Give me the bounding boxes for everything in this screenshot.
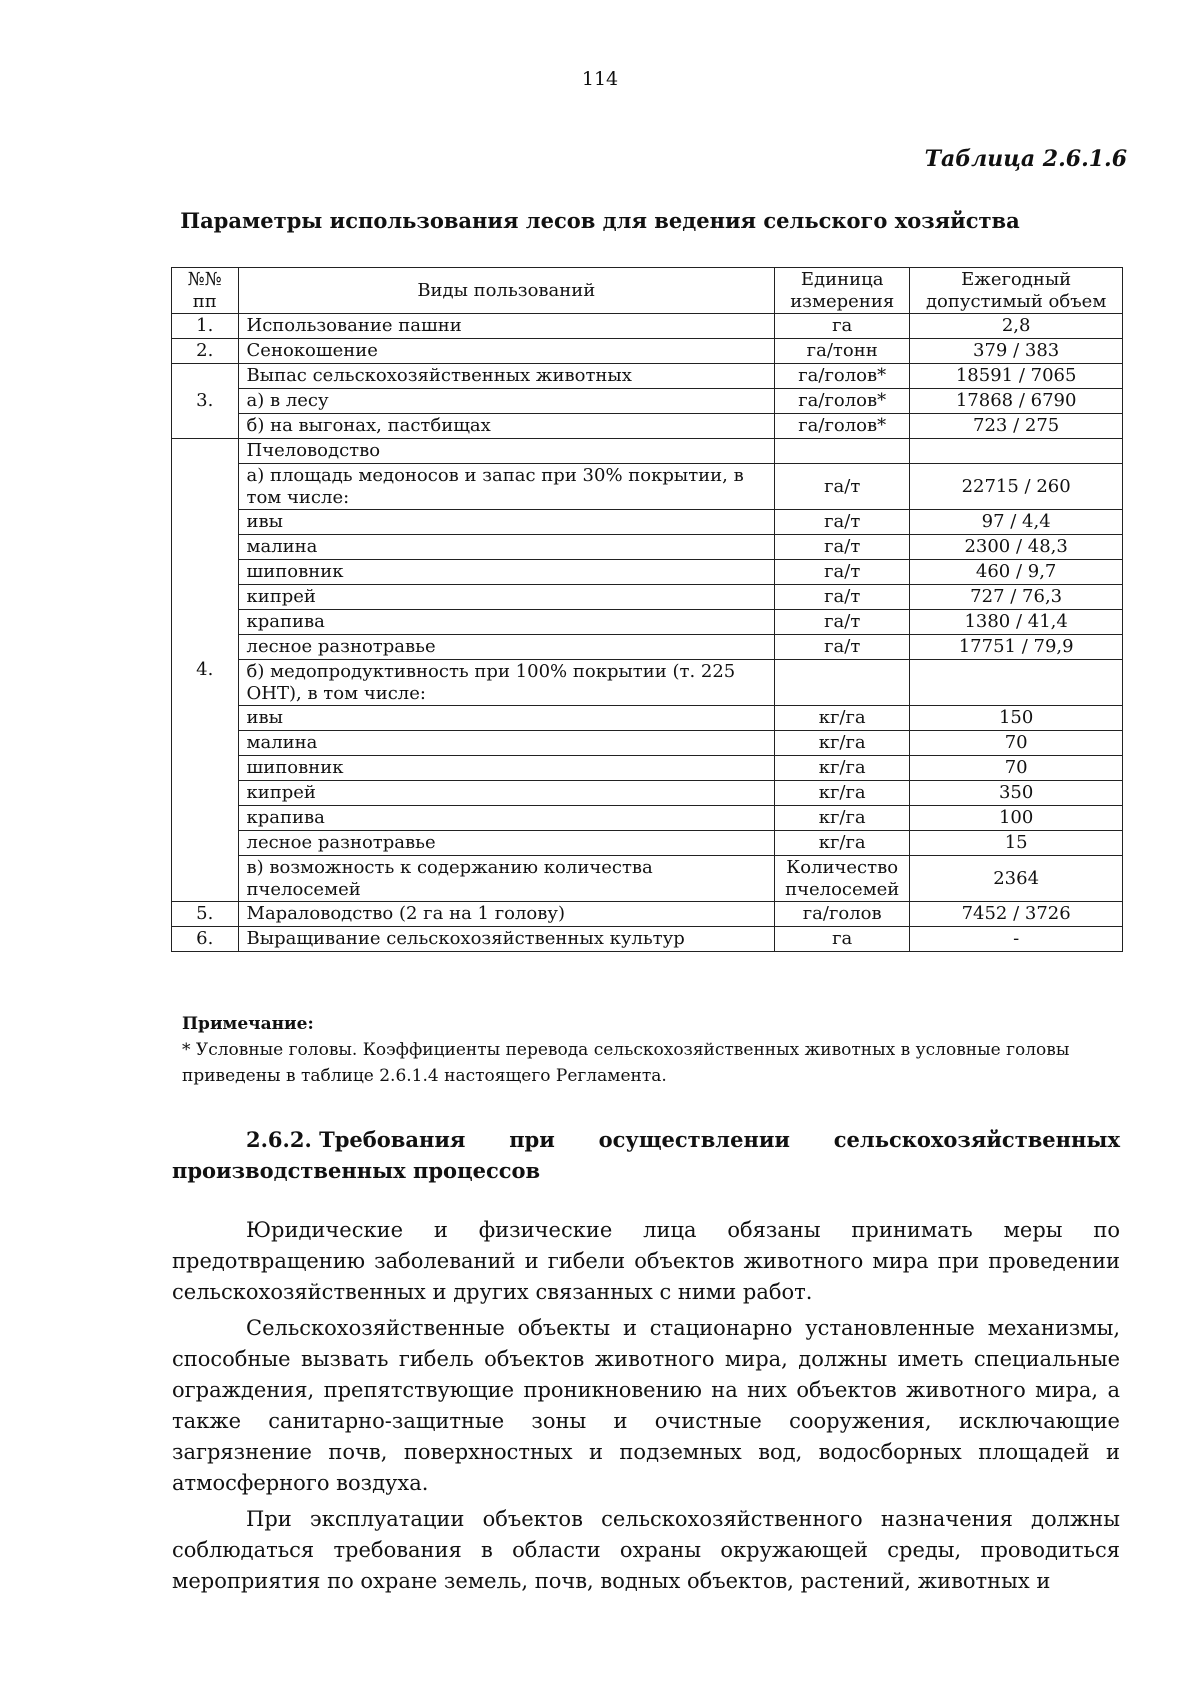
table-row [172, 585, 1123, 610]
row-volume: 15 [910, 831, 1123, 856]
row-name: кипрей [238, 781, 775, 806]
row-unit: га/т [775, 635, 910, 660]
heading-word: при [509, 1127, 555, 1152]
row-number: 5. [172, 902, 239, 927]
row-number: 3. [172, 364, 239, 439]
row-name: кипрей [238, 585, 775, 610]
row-unit: га [775, 314, 910, 339]
row-name: Сенокошение [238, 339, 775, 364]
row-volume: 460 / 9,7 [910, 560, 1123, 585]
body-text [172, 1215, 1120, 1602]
row-name: шиповник [238, 560, 775, 585]
row-unit: га/голов* [775, 364, 910, 389]
row-unit: кг/га [775, 731, 910, 756]
heading-word: 2.6.2. Требования [246, 1127, 466, 1152]
row-name: малина [238, 535, 775, 560]
row-volume: 150 [910, 706, 1123, 731]
table-row [172, 364, 1123, 389]
page-number: 114 [581, 68, 619, 90]
row-number: 6. [172, 927, 239, 952]
row-unit: га/т [775, 585, 910, 610]
table-row [172, 535, 1123, 560]
table-row [172, 781, 1123, 806]
row-name: крапива [238, 806, 775, 831]
row-unit [775, 439, 910, 464]
row-name: лесное разнотравье [238, 635, 775, 660]
forest-usage-table [171, 267, 1123, 952]
row-name: Выращивание сельскохозяйственных культур [238, 927, 775, 952]
row-name: б) медопродуктивность при 100% покрытии (т. 225 ОНТ), в том числе: [238, 660, 775, 706]
paragraph: Юридические и физические лица обязаны принимать меры по предотвращению заболеваний и гибели объектов животного мира при проведении сельскохозяйственных и других связанных с ними работ. [172, 1218, 1120, 1304]
row-volume: 17868 / 6790 [910, 389, 1123, 414]
row-number: 4. [172, 439, 239, 902]
row-name: лесное разнотравье [238, 831, 775, 856]
row-volume: 70 [910, 756, 1123, 781]
row-unit [775, 660, 910, 706]
row-unit: га/т [775, 464, 910, 510]
table-row [172, 635, 1123, 660]
row-unit: кг/га [775, 806, 910, 831]
row-volume [910, 660, 1123, 706]
note-text: * Условные головы. Коэффициенты перевода сельскохозяйственных животных в условные головы приведены в таблице 2.6.1.4 настоящего Регламента. [182, 1040, 1070, 1086]
table-row [172, 439, 1123, 464]
table-row [172, 731, 1123, 756]
row-unit: кг/га [775, 706, 910, 731]
table-row [172, 339, 1123, 364]
section-heading-line1 [172, 1124, 1120, 1155]
row-unit: га/голов* [775, 414, 910, 439]
row-volume: - [910, 927, 1123, 952]
row-unit: Количество пчелосемей [775, 856, 910, 902]
row-name: шиповник [238, 756, 775, 781]
paragraph: Сельскохозяйственные объекты и стационарно установленные механизмы, способные вызвать гибель объектов животного мира, должны иметь специальные ограждения, препятствующие проникновению на них объектов животного мира, а также санитарно-защитные зоны и очистные сооружения, исключающие загрязнение почв, поверхностных и подземных вод, водосборных площадей и атмосферного воздуха. [172, 1316, 1120, 1495]
row-name: крапива [238, 610, 775, 635]
table-row [172, 464, 1123, 510]
table-row [172, 389, 1123, 414]
heading-word: осуществлении [598, 1127, 790, 1152]
table-note [182, 1011, 1122, 1089]
row-volume: 379 / 383 [910, 339, 1123, 364]
table-label: Таблица 2.6.1.6 [924, 146, 1127, 172]
row-name: в) возможность к содержанию количества пчелосемей [238, 856, 775, 902]
row-number: 2. [172, 339, 239, 364]
table-header-row [172, 268, 1123, 314]
table-row [172, 660, 1123, 706]
section-heading [172, 1124, 1120, 1186]
row-number: 1. [172, 314, 239, 339]
row-volume: 350 [910, 781, 1123, 806]
row-unit: кг/га [775, 831, 910, 856]
row-volume: 70 [910, 731, 1123, 756]
row-unit: га/тонн [775, 339, 910, 364]
table-title: Параметры использования лесов для ведения сельского хозяйства [180, 208, 1020, 233]
row-name: малина [238, 731, 775, 756]
table-row [172, 560, 1123, 585]
paragraph: При эксплуатации объектов сельскохозяйственного назначения должны соблюдаться требования в области охраны окружающей среды, проводиться мероприятия по охране земель, почв, водных объектов, растений, животных и [172, 1507, 1120, 1593]
table-row [172, 510, 1123, 535]
row-volume: 17751 / 79,9 [910, 635, 1123, 660]
row-name: Выпас сельскохозяйственных животных [238, 364, 775, 389]
row-name: Использование пашни [238, 314, 775, 339]
row-name: а) площадь медоносов и запас при 30% покрытии, в том числе: [238, 464, 775, 510]
section-heading-line2: производственных процессов [172, 1158, 541, 1183]
table-row [172, 756, 1123, 781]
row-unit: га/голов [775, 902, 910, 927]
row-name: а) в лесу [238, 389, 775, 414]
table-row [172, 856, 1123, 902]
table-body [172, 314, 1123, 952]
row-volume: 97 / 4,4 [910, 510, 1123, 535]
row-unit: га [775, 927, 910, 952]
row-unit: га/т [775, 535, 910, 560]
table-row [172, 902, 1123, 927]
row-volume: 723 / 275 [910, 414, 1123, 439]
table-row [172, 414, 1123, 439]
row-volume: 22715 / 260 [910, 464, 1123, 510]
row-unit: кг/га [775, 756, 910, 781]
row-volume: 100 [910, 806, 1123, 831]
row-name: ивы [238, 706, 775, 731]
row-volume: 1380 / 41,4 [910, 610, 1123, 635]
row-name: б) на выгонах, пастбищах [238, 414, 775, 439]
table-row [172, 706, 1123, 731]
row-unit: га/т [775, 560, 910, 585]
table-row [172, 806, 1123, 831]
table-row [172, 610, 1123, 635]
heading-word: сельскохозяйственных [833, 1127, 1120, 1152]
row-volume: 18591 / 7065 [910, 364, 1123, 389]
row-volume: 7452 / 3726 [910, 902, 1123, 927]
row-name: Пчеловодство [238, 439, 775, 464]
header-num: №№ пп [172, 268, 239, 314]
row-name: ивы [238, 510, 775, 535]
header-unit: Единица измерения [775, 268, 910, 314]
header-volume: Ежегодный допустимый объем [910, 268, 1123, 314]
row-unit: кг/га [775, 781, 910, 806]
row-name: Мараловодство (2 га на 1 голову) [238, 902, 775, 927]
row-unit: га/голов* [775, 389, 910, 414]
row-volume [910, 439, 1123, 464]
header-name: Виды пользований [238, 268, 775, 314]
table-row [172, 927, 1123, 952]
note-title: Примечание: [182, 1014, 314, 1034]
row-volume: 2,8 [910, 314, 1123, 339]
row-volume: 2364 [910, 856, 1123, 902]
row-unit: га/т [775, 610, 910, 635]
row-volume: 727 / 76,3 [910, 585, 1123, 610]
table-row [172, 831, 1123, 856]
row-unit: га/т [775, 510, 910, 535]
row-volume: 2300 / 48,3 [910, 535, 1123, 560]
table-row [172, 314, 1123, 339]
